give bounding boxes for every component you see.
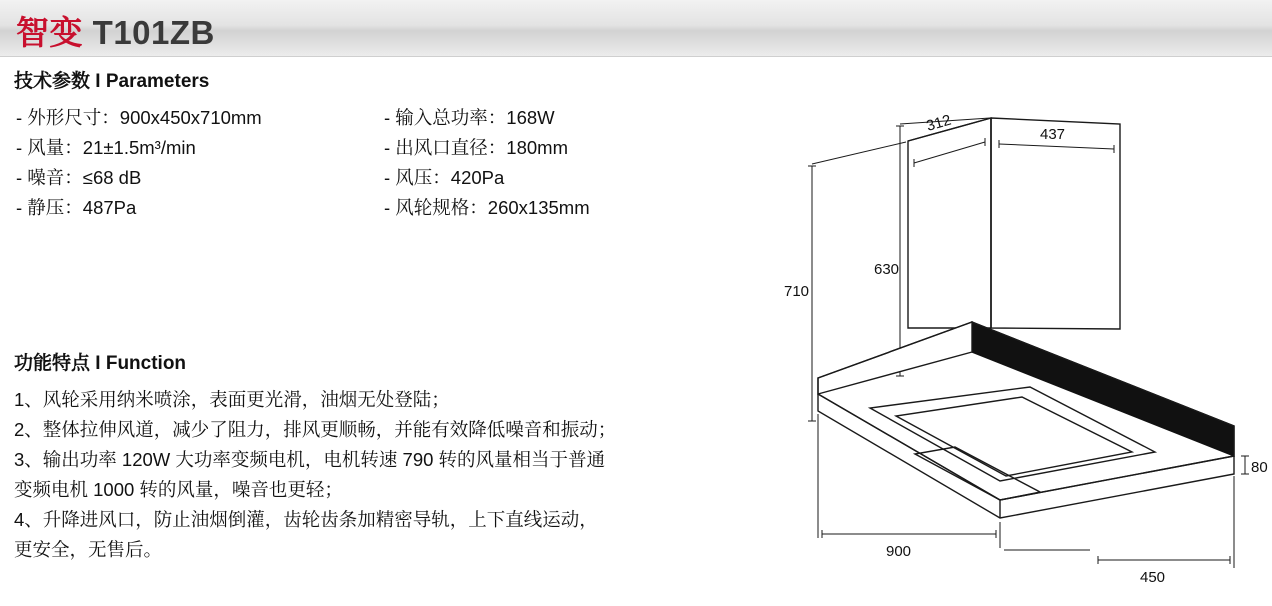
dimension-label-450: 450 [1140, 569, 1166, 586]
function-item: 2、整体拉伸风道，减少了阻力，排风更顺畅，并能有效降低噪音和振动； [14, 419, 617, 440]
param-item: - 风量：21±1.5m³/min [16, 137, 196, 158]
parameters-heading: 技术参数 I Parameters [14, 71, 210, 92]
dimension-label-80: 80 [1251, 459, 1268, 476]
dimension-label-900: 900 [886, 543, 912, 560]
page-title-model: T101ZB [92, 14, 215, 51]
param-item: - 外形尺寸：900x450x710mm [16, 107, 262, 128]
hood-inner-panel-2 [896, 397, 1132, 476]
param-item: - 输入总功率：168W [384, 107, 555, 128]
function-item: 更安全，无售后。 [14, 539, 163, 560]
dimension-450 [1004, 476, 1234, 568]
dimension-630 [896, 126, 904, 376]
function-item: 3、输出功率 120W 大功率变频电机，电机转速 790 转的风量相当于普通 [14, 449, 606, 470]
function-item: 变频电机 1000 转的风量，噪音也更轻； [14, 479, 343, 500]
dimension-900 [818, 414, 1000, 548]
dimension-label-630: 630 [874, 261, 900, 278]
product-technical-drawing [700, 56, 1272, 606]
dimension-312 [914, 138, 985, 167]
param-item: - 噪音：≤68 dB [16, 167, 142, 188]
chimney-right-face [991, 118, 1120, 329]
header-bar [0, 0, 1272, 57]
param-item: - 风轮规格：260x135mm [384, 197, 590, 218]
function-item: 4、升降进风口，防止油烟倒灌，齿轮齿条加精密导轨，上下直线运动， [14, 509, 598, 530]
parameters-column-left [16, 103, 262, 223]
dimension-label-312: 312 [924, 111, 954, 135]
dimension-label-437: 437 [1040, 126, 1066, 143]
function-section [14, 348, 814, 565]
parameters-column-right [384, 103, 590, 223]
dimension-710 [808, 166, 816, 421]
function-heading: 功能特点 I Function [14, 353, 187, 374]
function-item: 1、风轮采用纳米喷涂，表面更光滑，油烟无处登陆； [14, 389, 450, 410]
dimension-80 [1241, 456, 1249, 474]
chimney-left-face [908, 118, 991, 328]
param-item: - 风压：420Pa [384, 167, 505, 188]
param-item: - 出风口直径：180mm [384, 137, 568, 158]
page-title [16, 7, 215, 54]
param-item: - 静压：487Pa [16, 197, 137, 218]
page-title-cn: 智变 [16, 14, 83, 51]
hood-top-left [818, 322, 972, 394]
parameters-section [14, 66, 814, 219]
dimension-label-710: 710 [784, 283, 810, 300]
parameters-list [14, 103, 814, 219]
